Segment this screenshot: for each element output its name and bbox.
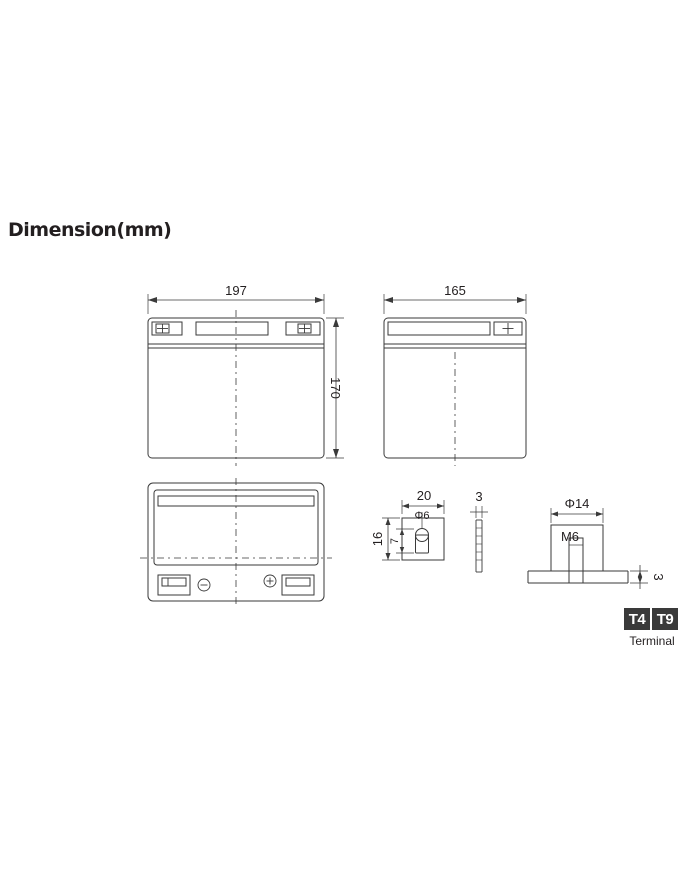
dim-detail-16: 16 bbox=[370, 531, 385, 547]
dim-detail-20: 20 bbox=[416, 488, 432, 503]
dim-side-width: 165 bbox=[444, 283, 466, 298]
terminal-detail-t9 bbox=[528, 508, 648, 589]
terminal-detail-t4 bbox=[382, 500, 488, 572]
terminal-chip-t4: T4 bbox=[624, 608, 650, 630]
terminal-caption: Terminal bbox=[629, 634, 675, 648]
dim-detail-phi14: Φ14 bbox=[564, 496, 590, 511]
dim-detail-3b: 3 bbox=[651, 573, 666, 581]
dim-detail-m6: M6 bbox=[560, 529, 580, 544]
page-title: Dimension(mm) bbox=[8, 219, 172, 241]
dim-detail-phi6: Φ6 bbox=[414, 510, 430, 522]
front-view bbox=[148, 294, 344, 466]
dim-front-height: 170 bbox=[328, 377, 343, 399]
dim-detail-7: 7 bbox=[389, 537, 401, 545]
terminal-chips bbox=[624, 608, 678, 630]
dim-detail-3: 3 bbox=[475, 489, 483, 504]
side-view bbox=[384, 294, 526, 466]
dim-front-width: 197 bbox=[225, 283, 247, 298]
top-view bbox=[140, 478, 332, 608]
terminal-chip-t9: T9 bbox=[652, 608, 678, 630]
